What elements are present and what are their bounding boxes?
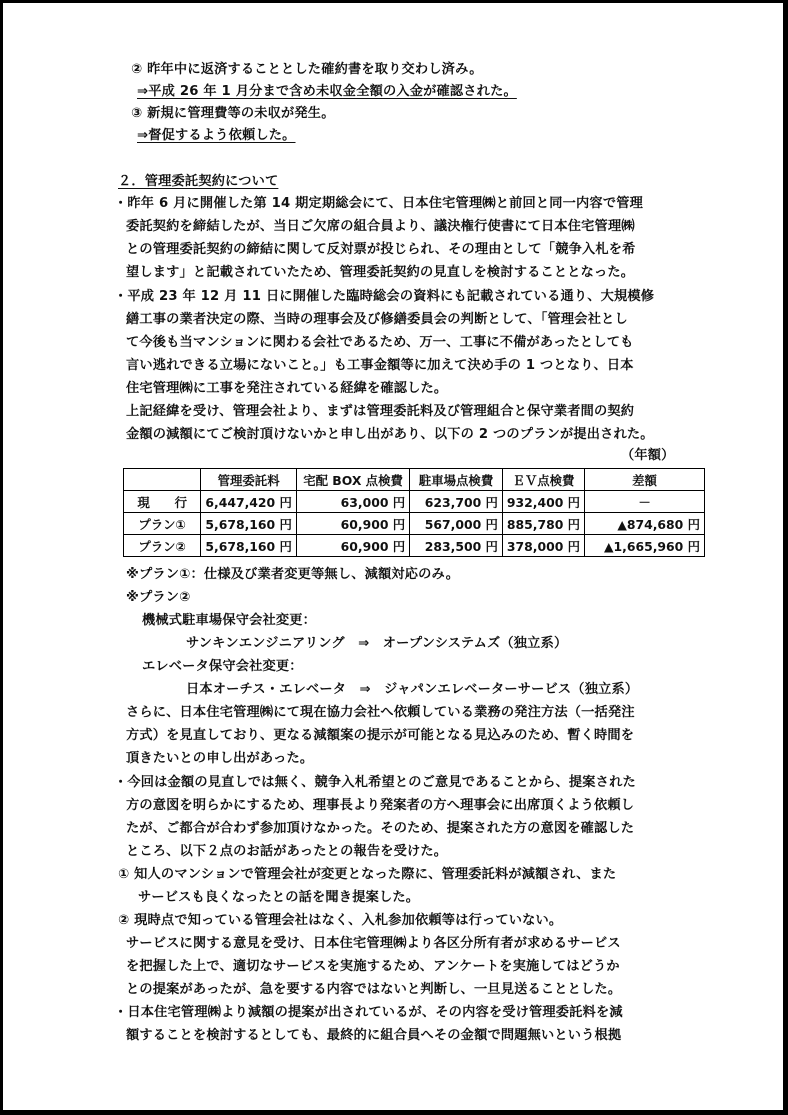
cell-value: 567,000 円 [410, 513, 503, 535]
header-cell: 管理委託料 [201, 469, 296, 491]
cell-value: 932,400 円 [502, 491, 584, 513]
row-label: プラン② [124, 535, 201, 557]
item-3: ③ 新規に管理費等の未収が発生。 [131, 106, 335, 121]
cell-value: 623,700 円 [410, 491, 503, 513]
cell-value: 60,900 円 [296, 513, 409, 535]
paragraph-line: ・昨年 6 月に開催した第 14 期定期総会にて、日本住宅管理㈱と前回と同一内容で管理 [114, 196, 643, 211]
paragraph-line: 方の意図を明らかにするため、理事長より発案者の方へ理事会に出席頂くよう依頼し [126, 798, 635, 813]
paragraph-line: サービスに関する意見を受け、日本住宅管理㈱より各区分所有者が求めるサービス [126, 936, 621, 951]
cell-value: 885,780 円 [502, 513, 584, 535]
cell-value: 6,447,420 円 [201, 491, 296, 513]
note-line: ※プラン①：仕様及び業者変更等無し、減額対応のみ。 [126, 567, 460, 582]
note-line: 日本オーチス・エレベータ ⇒ ジャパンエレベーターサービス（独立系） [186, 682, 639, 697]
note-line: 頂きたいとの申し出があった。 [126, 751, 314, 766]
note-line: 方式）を見直しており、更なる減額案の提示が可能となる見込みのため、暫く時間を [126, 728, 635, 743]
cell-value: － [585, 491, 705, 513]
paragraph-line: 繕工事の業者決定の際、当時の理事会及び修繕委員会の判断として、「管理会社とし [126, 312, 628, 327]
paragraph-line: ところ、以下２点のお話があったとの報告を受けた。 [126, 844, 448, 859]
paragraph-line: 住宅管理㈱に工事を発注されている経緯を確認した。 [126, 381, 448, 396]
paragraph-line: 額することを検討するとしても、最終的に組合員へその金額で問題無いという根拠 [126, 1028, 622, 1043]
table-row [124, 513, 705, 535]
paragraph-line: との提案があったが、急を要する内容ではないと判断し、一旦見送ることとした。 [126, 982, 622, 997]
item-3-result: ⇒督促するよう依頼した。 [137, 128, 296, 143]
paragraph-line: ・平成 23 年 12 月 11 日に開催した臨時総会の資料にも記載されている通り、大規模修 [114, 289, 655, 304]
paragraph-line: 言い逃れできる立場にないこと。」も工事金額等に加えて決め手の 1 つとなり、日本 [126, 358, 634, 373]
header-cell: 駐車場点検費 [410, 469, 503, 491]
paragraph-line: ① 知人のマンションで管理会社が変更となった際に、管理委託料が減額され、また [118, 867, 617, 882]
table-row [124, 535, 705, 557]
cell-value: 5,678,160 円 [201, 535, 296, 557]
header-cell: 宅配 BOX 点検費 [296, 469, 409, 491]
paragraph-line: 委託契約を締結したが、当日ご欠席の組合員より、議決権行使書にて日本住宅管理㈱ [126, 219, 635, 234]
cell-value: ▲874,680 円 [585, 513, 705, 535]
paragraph-line: 望します」と記載されていたため、管理委託契約の見直しを検討することとなった。 [126, 265, 635, 280]
note-line: サンキンエンジニアリング ⇒ オープンシステムズ（独立系） [186, 636, 568, 651]
table-header-row [124, 469, 705, 491]
annual-label: （年額） [621, 448, 675, 463]
header-cell [124, 469, 201, 491]
note-line: エレベータ保守会社変更： [142, 659, 303, 674]
paragraph-line: たが、ご都合が合わず参加頂けなかった。そのため、提案された方の意図を確認した [126, 821, 635, 836]
cell-value: 378,000 円 [502, 535, 584, 557]
cell-value: ▲1,665,960 円 [585, 535, 705, 557]
paragraph-line: との管理委託契約の締結に関して反対票が投じられ、その理由として「競争入札を希 [126, 242, 636, 257]
header-cell: ＥＶ点検費 [502, 469, 584, 491]
paragraph-line: 上記経緯を受け、管理会社より、まずは管理委託料及び管理組合と保守業者間の契約 [126, 404, 635, 419]
item-2: ② 昨年中に返済することとした確約書を取り交わし済み。 [131, 62, 483, 77]
note-line: さらに、日本住宅管理㈱にて現在協力会社へ依頼している業務の発注方法（一括発注 [126, 705, 635, 720]
paragraph-line: を把握した上で、適切なサービスを実施するため、アンケートを実施してはどうか [126, 959, 620, 974]
paragraph-line: ・今回は金額の見直しでは無く、競争入札希望とのご意見であることから、提案された [114, 775, 636, 790]
note-line: 機械式駐車場保守会社変更： [142, 613, 317, 628]
header-cell: 差額 [585, 469, 705, 491]
paragraph-line: て今後も当マンションに関わる会社であるため、万一、工事に不備があったとしても [126, 335, 634, 350]
row-label: 現 行 [124, 491, 201, 513]
row-label: プラン① [124, 513, 201, 535]
paragraph-line: ② 現時点で知っている管理会社はなく、入札参加依頼等は行っていない。 [118, 913, 563, 928]
paragraph-line: 金額の減額にてご検討頂けないかと申し出があり、以下の 2 つのプランが提出された。 [126, 427, 654, 442]
section-heading: ２．管理委託契約について [118, 174, 279, 189]
paragraph-line: サービスも良くなったとの話を聞き提案した。 [138, 890, 420, 905]
fee-comparison-table [123, 468, 705, 557]
cell-value: 60,900 円 [296, 535, 409, 557]
cell-value: 5,678,160 円 [201, 513, 296, 535]
cell-value: 63,000 円 [296, 491, 409, 513]
note-line: ※プラン② [126, 590, 191, 605]
cell-value: 283,500 円 [410, 535, 503, 557]
paragraph-line: ・日本住宅管理㈱より減額の提案が出されているが、その内容を受け管理委託料を減 [114, 1005, 623, 1020]
item-2-result: ⇒平成 26 年 1 月分まで含め未収金全額の入金が確認された。 [137, 84, 517, 99]
table-row [124, 491, 705, 513]
